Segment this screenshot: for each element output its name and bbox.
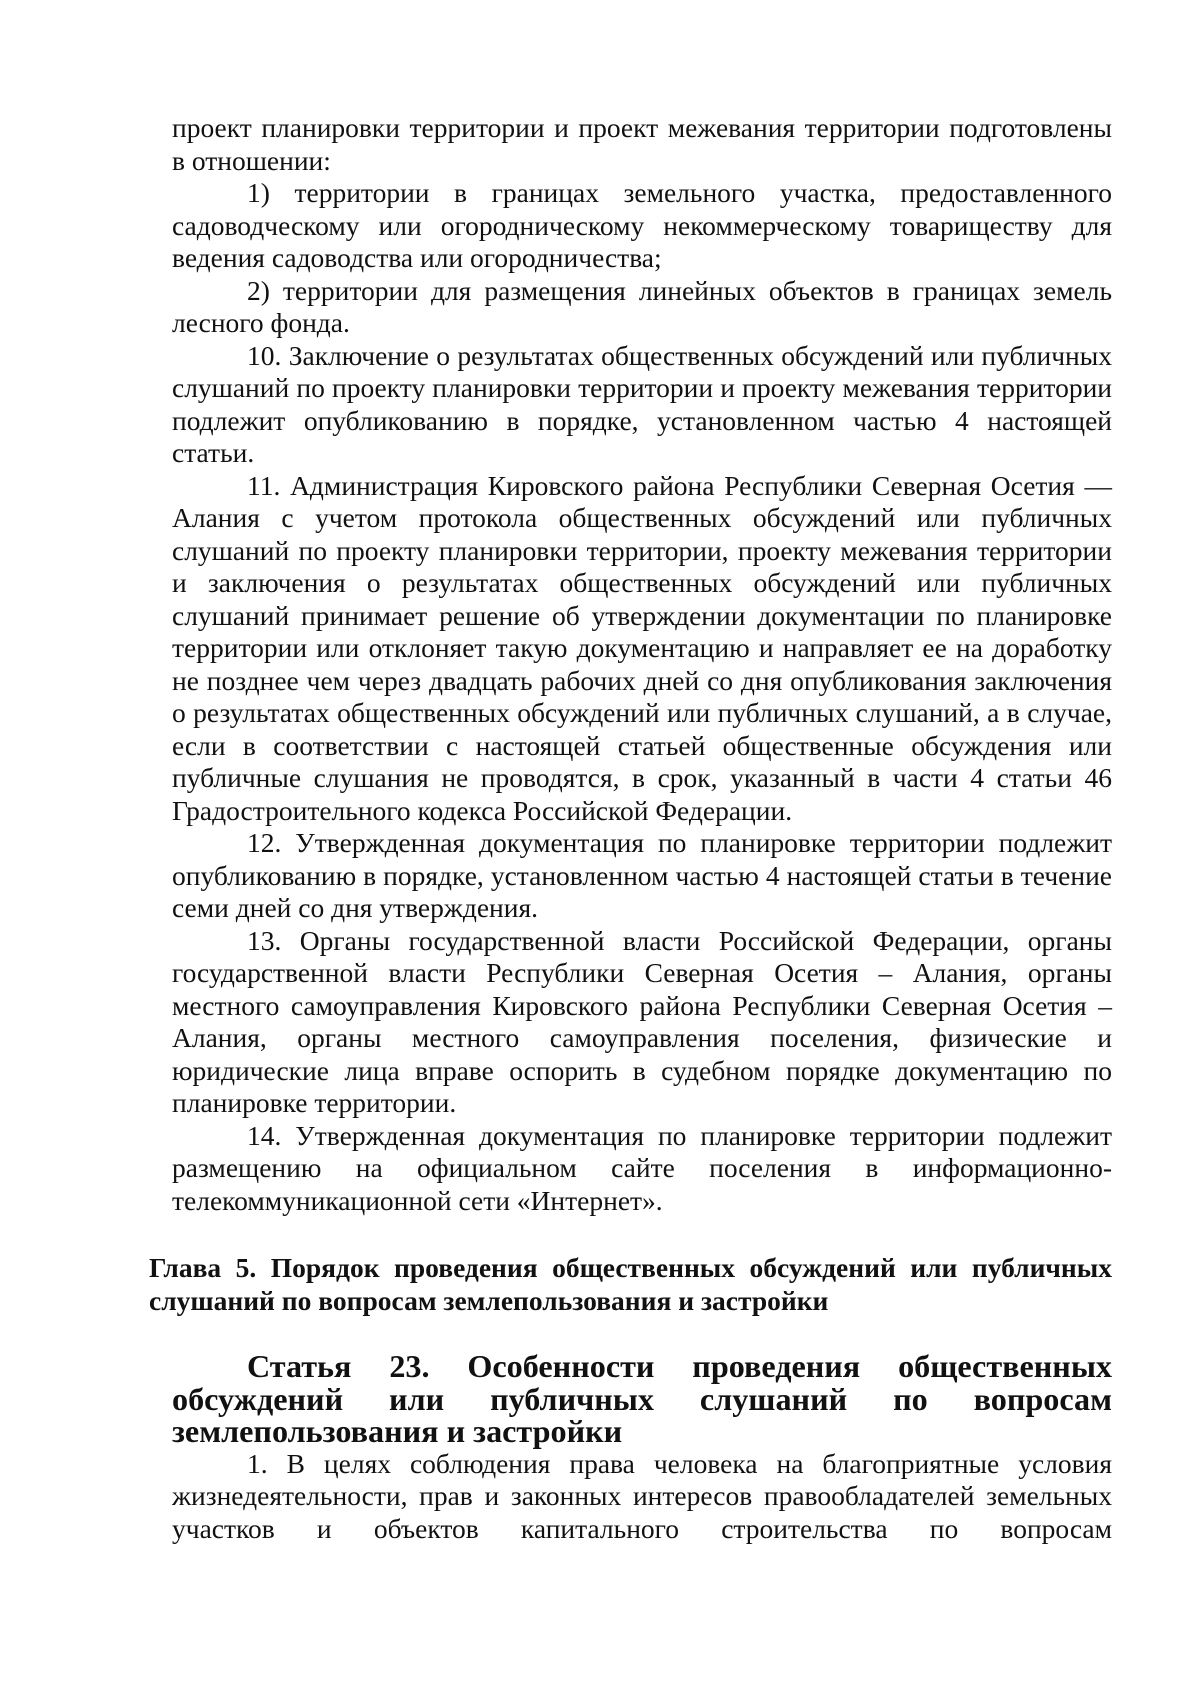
paragraph-article-1: 1. В целях соблюдения права человека на благоприятные условия жизнедеятельности, прав и законных интересов правообладателей земельных участков и объектов капитального строительства по вопросам <box>172 1447 1112 1544</box>
spacer <box>172 1217 1112 1252</box>
paragraph-13: 13. Органы государственной власти Российской Федерации, органы государственной власти Республики Северная Осетия – Алания, органы местного самоуправления Кировского района Республики Северная Осетия – Алания, органы местного самоуправления поселения, физические и юридические лица вправе оспорить в судебном порядке документацию по планировке территории. <box>172 924 1112 1118</box>
spacer <box>172 1317 1112 1350</box>
paragraph-12: 12. Утвержденная документация по планировке территории подлежит опубликованию в порядке, установленном частью 4 настоящей статьи в течение семи дней со дня утверждения. <box>172 827 1112 923</box>
paragraph-10: 10. Заключение о результатах общественных обсуждений или публичных слушаний по проекту планировки территории и проекту межевания территории подлежит опубликованию в порядке, установленном частью 4 настоящей статьи. <box>172 339 1112 468</box>
article-heading: Статья 23. Особенности проведения общественных обсуждений или публичных слушаний по вопросам землепользования и застройки <box>172 1348 1112 1449</box>
paragraph-item-1: 1) территории в границах земельного участка, предоставленного садоводческому или огородническому некоммерческому товариществу для ведения садоводства или огородничества; <box>172 177 1112 273</box>
chapter-heading: Глава 5. Порядок проведения общественных обсуждений или публичных слушаний по вопросам землепользования и застройки <box>149 1252 1112 1316</box>
paragraph-11: 11. Администрация Кировского района Республики Северная Осетия — Алания с учетом протокола общественных обсуждений или публичных слушаний по проекту планировки территории, проекту межевания территории и заключения о результатах общественных обсуждений или публичных слушаний принимает решение об утверждении документации по планировке территории или отклоняет такую документацию и направляет ее на доработку не позднее чем через двадцать рабочих дней со дня опубликования заключения о результатах общественных обсуждений или публичных слушаний, а в случае, если в соответствии с настоящей статьей общественные обсуждения или публичные слушания не проводятся, в срок, указанный в части 4 статьи 46 Градостроительного кодекса Российской Федерации. <box>172 469 1112 826</box>
paragraph-14: 14. Утвержденная документация по планировке территории подлежит размещению на официальном сайте поселения в информационно-телекоммуникационной сети «Интернет». <box>172 1119 1112 1216</box>
document-page <box>149 112 1112 1545</box>
paragraph-intro: проект планировки территории и проект межевания территории подготовлены в отношении: <box>172 112 1112 176</box>
paragraph-item-2: 2) территории для размещения линейных объектов в границах земель лесного фонда. <box>172 274 1112 338</box>
